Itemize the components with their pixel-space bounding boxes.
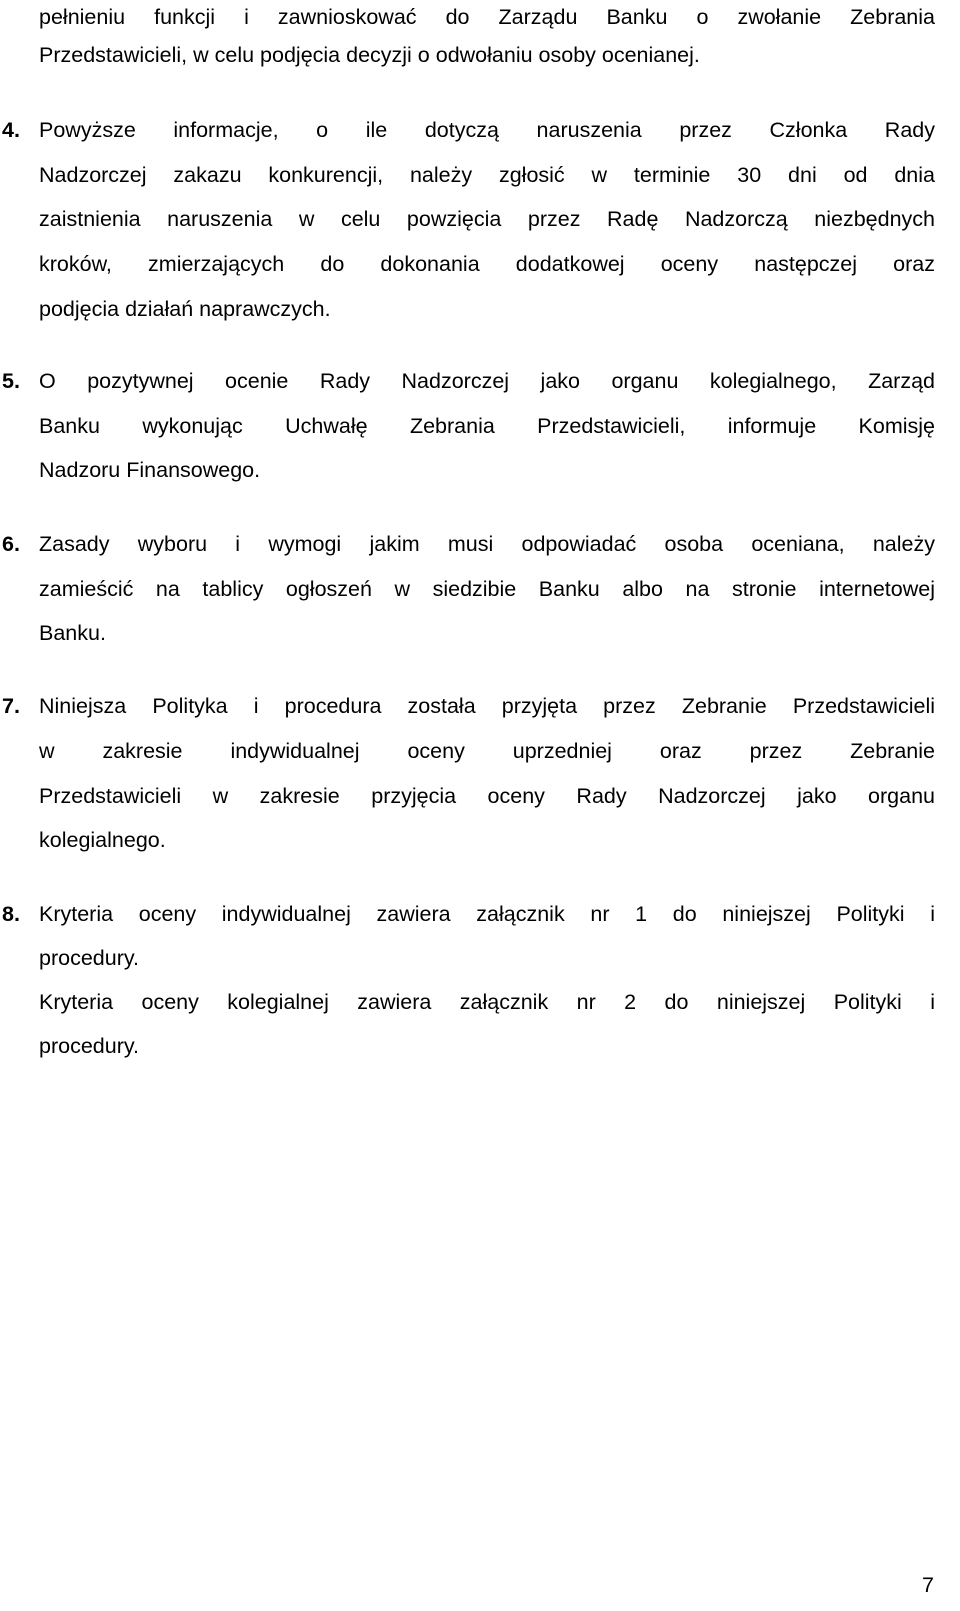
item-number-7: 7. [2, 694, 20, 718]
item-5-line: O pozytywnej ocenie Rady Nadzorczej jako organu kolegialnego, Zarząd [39, 369, 935, 393]
item-number-4: 4. [2, 118, 20, 142]
item-7-line: w zakresie indywidualnej oceny uprzedniej oraz przez Zebranie [39, 739, 935, 763]
item-4-line: zaistnienia naruszenia w celu powzięcia przez Radę Nadzorczą niezbędnych [39, 207, 935, 231]
item-number-6: 6. [2, 532, 20, 556]
item-4-line: Nadzorczej zakazu konkurencji, należy zgłosić w terminie 30 dni od dnia [39, 163, 935, 187]
page-number: 7 [922, 1573, 934, 1597]
item-8-line: procedury. [39, 946, 139, 970]
item-5-line: Banku wykonując Uchwałę Zebrania Przedstawicieli, informuje Komisję [39, 414, 935, 438]
item-6-line: Banku. [39, 621, 106, 645]
item-7-line: Przedstawicieli w zakresie przyjęcia oceny Rady Nadzorczej jako organu [39, 784, 935, 808]
intro-line: pełnieniu funkcji i zawnioskować do Zarządu Banku o zwołanie Zebrania [39, 5, 935, 29]
item-8-line: Kryteria oceny kolegialnej zawiera załącznik nr 2 do niniejszej Polityki i [39, 990, 935, 1014]
item-4-line: kroków, zmierzających do dokonania dodatkowej oceny następczej oraz [39, 252, 935, 276]
intro-line: Przedstawicieli, w celu podjęcia decyzji o odwołaniu osoby ocenianej. [39, 43, 700, 67]
item-5-line: Nadzoru Finansowego. [39, 458, 261, 482]
item-4-line: Powyższe informacje, o ile dotyczą naruszenia przez Członka Rady [39, 118, 935, 142]
item-8-line: Kryteria oceny indywidualnej zawiera załącznik nr 1 do niniejszej Polityki i [39, 902, 935, 926]
item-number-5: 5. [2, 369, 20, 393]
item-6-line: zamieścić na tablicy ogłoszeń w siedzibie Banku albo na stronie internetowej [39, 577, 935, 601]
item-number-8: 8. [2, 902, 20, 926]
item-4-line: podjęcia działań naprawczych. [39, 297, 331, 321]
item-6-line: Zasady wyboru i wymogi jakim musi odpowiadać osoba oceniana, należy [39, 532, 935, 556]
item-7-line: Niniejsza Polityka i procedura została przyjęta przez Zebranie Przedstawicieli [39, 694, 935, 718]
item-7-line: kolegialnego. [39, 828, 166, 852]
item-8-line: procedury. [39, 1034, 139, 1058]
